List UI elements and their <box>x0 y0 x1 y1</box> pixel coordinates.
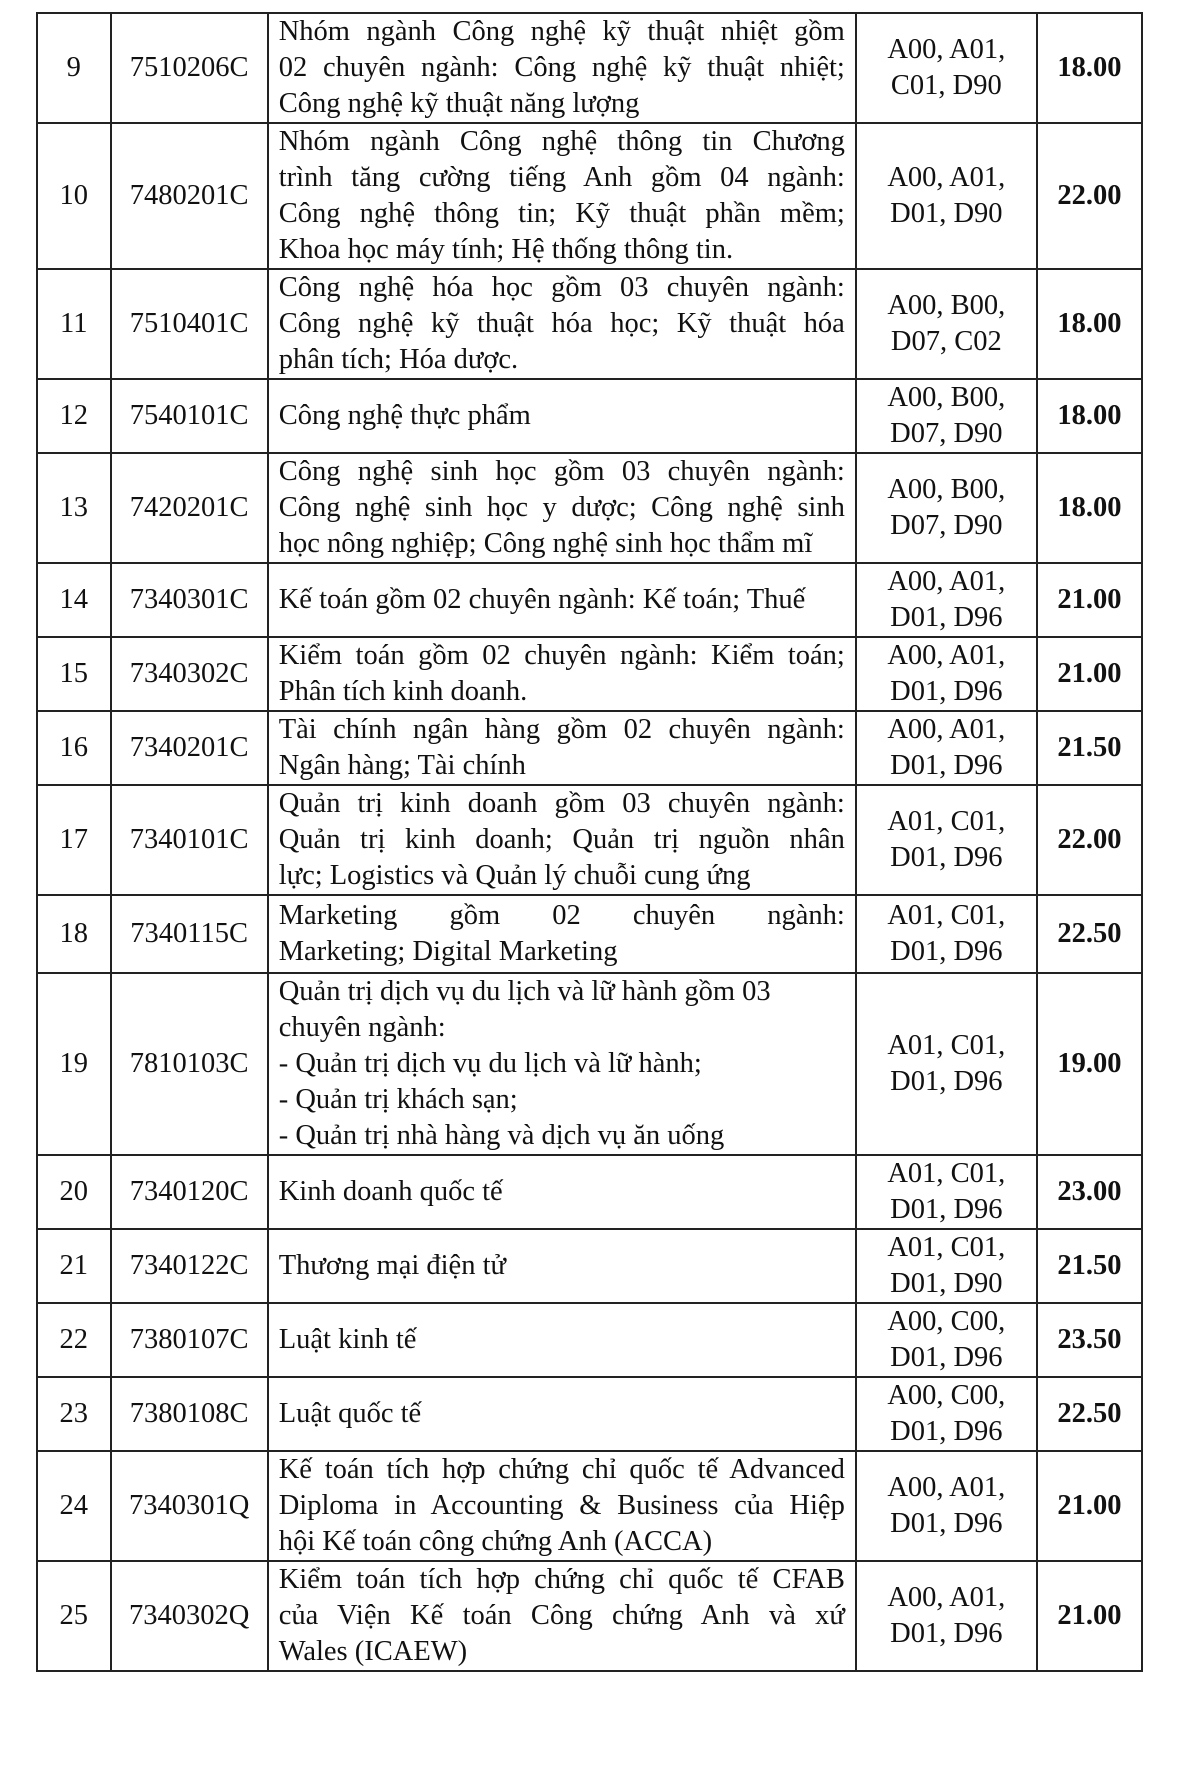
row-number: 15 <box>37 637 111 711</box>
subject-combination-line: D01, D96 <box>890 1194 1003 1225</box>
table-row <box>37 1303 1142 1377</box>
major-name-line: Công nghệ sinh học y dược; Công nghệ sinh <box>278 492 845 523</box>
row-number: 12 <box>37 379 111 453</box>
major-name <box>268 269 856 379</box>
cutoff-score: 18.00 <box>1037 379 1142 453</box>
table-row <box>37 785 1142 895</box>
major-name-line: Wales (ICAEW) <box>278 1636 468 1667</box>
admissions-table <box>36 12 1143 1672</box>
cutoff-score: 21.00 <box>1037 637 1142 711</box>
major-code: 7420201C <box>111 453 268 563</box>
major-name-line: Luật quốc tế <box>278 1398 422 1429</box>
major-code: 7340101C <box>111 785 268 895</box>
major-name-line: 02 chuyên ngành: Công nghệ kỹ thuật nhiệt; <box>278 52 845 83</box>
subject-combination-line: D01, D90 <box>890 198 1003 229</box>
major-code: 7340302Q <box>111 1561 268 1671</box>
row-number: 17 <box>37 785 111 895</box>
row-number: 25 <box>37 1561 111 1671</box>
subject-combination-line: D01, D96 <box>890 750 1003 781</box>
row-number: 20 <box>37 1155 111 1229</box>
cutoff-score: 21.00 <box>1037 1451 1142 1561</box>
major-code: 7510401C <box>111 269 268 379</box>
subject-combination-line: A00, A01, <box>887 1582 1006 1613</box>
major-code: 7810103C <box>111 973 268 1155</box>
subject-combination-line: D01, D96 <box>890 1416 1003 1447</box>
row-number: 24 <box>37 1451 111 1561</box>
table-row <box>37 973 1142 1155</box>
table-row <box>37 1377 1142 1451</box>
subject-combination-line: A00, A01, <box>887 1472 1006 1503</box>
table-row <box>37 711 1142 785</box>
subject-combination-line: A00, B00, <box>887 474 1006 505</box>
cutoff-score: 22.50 <box>1037 895 1142 973</box>
table-row <box>37 379 1142 453</box>
subject-combinations <box>856 123 1037 269</box>
major-name <box>268 379 856 453</box>
table-row <box>37 269 1142 379</box>
major-name-line: Diploma in Accounting & Business của Hiệp <box>278 1490 845 1521</box>
cutoff-score: 21.00 <box>1037 563 1142 637</box>
subject-combination-line: D01, D96 <box>890 602 1003 633</box>
subject-combination-line: D01, D96 <box>890 1342 1003 1373</box>
major-name-line: Công nghệ kỹ thuật hóa học; Kỹ thuật hóa <box>278 308 845 339</box>
major-name <box>268 895 856 973</box>
row-number: 19 <box>37 973 111 1155</box>
subject-combination-line: D01, D96 <box>890 1508 1003 1539</box>
major-name-line: Phân tích kinh doanh. <box>278 676 528 707</box>
cutoff-score: 19.00 <box>1037 973 1142 1155</box>
major-name-line: Công nghệ kỹ thuật năng lượng <box>278 88 640 119</box>
subject-combination-line: A00, A01, <box>887 34 1006 65</box>
major-code: 7340201C <box>111 711 268 785</box>
row-number: 18 <box>37 895 111 973</box>
major-name-line: chuyên ngành: <box>278 1012 446 1043</box>
major-name-line: lực; Logistics và Quản lý chuỗi cung ứng <box>278 860 751 891</box>
subject-combinations <box>856 1303 1037 1377</box>
row-number: 21 <box>37 1229 111 1303</box>
major-name-line: Công nghệ thực phẩm <box>278 400 531 431</box>
major-name-line: Kế toán tích hợp chứng chỉ quốc tế Advanced <box>278 1454 845 1485</box>
table-row <box>37 1155 1142 1229</box>
subject-combinations <box>856 1561 1037 1671</box>
subject-combinations <box>856 563 1037 637</box>
table-row <box>37 1229 1142 1303</box>
major-code: 7340301C <box>111 563 268 637</box>
table-row <box>37 895 1142 973</box>
major-name-line: Kinh doanh quốc tế <box>278 1176 503 1207</box>
major-name <box>268 1155 856 1229</box>
subject-combination-line: D01, D90 <box>890 1268 1003 1299</box>
major-name-line: Công nghệ hóa học gồm 03 chuyên ngành: <box>278 272 845 303</box>
cutoff-score: 21.50 <box>1037 1229 1142 1303</box>
major-code: 7340120C <box>111 1155 268 1229</box>
major-name-line: Khoa học máy tính; Hệ thống thông tin. <box>278 234 734 265</box>
row-number: 11 <box>37 269 111 379</box>
cutoff-score: 23.00 <box>1037 1155 1142 1229</box>
major-name <box>268 13 856 123</box>
cutoff-score: 22.50 <box>1037 1377 1142 1451</box>
major-name <box>268 973 856 1155</box>
major-code: 7340302C <box>111 637 268 711</box>
major-name <box>268 637 856 711</box>
subject-combination-line: D07, C02 <box>890 326 1002 357</box>
subject-combination-line: D01, D96 <box>890 842 1003 873</box>
major-name-line: Luật kinh tế <box>278 1324 417 1355</box>
table-row <box>37 123 1142 269</box>
table-row <box>37 453 1142 563</box>
major-name <box>268 1303 856 1377</box>
major-name-line: Công nghệ sinh học gồm 03 chuyên ngành: <box>278 456 845 487</box>
row-number: 14 <box>37 563 111 637</box>
cutoff-score: 22.00 <box>1037 785 1142 895</box>
major-code: 7340122C <box>111 1229 268 1303</box>
row-number: 9 <box>37 13 111 123</box>
cutoff-score: 18.00 <box>1037 269 1142 379</box>
row-number: 16 <box>37 711 111 785</box>
subject-combination-line: A00, A01, <box>887 566 1006 597</box>
major-name <box>268 1377 856 1451</box>
subject-combination-line: D01, D96 <box>890 936 1003 967</box>
cutoff-score: 18.00 <box>1037 13 1142 123</box>
major-name <box>268 453 856 563</box>
subject-combination-line: A00, B00, <box>887 290 1006 321</box>
row-number: 22 <box>37 1303 111 1377</box>
major-code: 7380108C <box>111 1377 268 1451</box>
subject-combination-line: A01, C01, <box>887 1030 1006 1061</box>
subject-combination-line: A00, A01, <box>887 162 1006 193</box>
major-name-line: phân tích; Hóa dược. <box>278 344 519 375</box>
major-name-line: Kiểm toán gồm 02 chuyên ngành: Kiểm toán; <box>278 640 845 671</box>
subject-combinations <box>856 785 1037 895</box>
subject-combinations <box>856 1451 1037 1561</box>
major-name <box>268 563 856 637</box>
subject-combination-line: D01, D96 <box>890 1066 1003 1097</box>
subject-combination-line: A00, A01, <box>887 714 1006 745</box>
table-row <box>37 637 1142 711</box>
major-name-line: Quản trị dịch vụ du lịch và lữ hành gồm 03 <box>278 976 771 1007</box>
major-name <box>268 1561 856 1671</box>
cutoff-score: 21.50 <box>1037 711 1142 785</box>
table-row <box>37 1561 1142 1671</box>
major-name-line: - Quản trị nhà hàng và dịch vụ ăn uống <box>278 1120 725 1151</box>
subject-combinations <box>856 1155 1037 1229</box>
major-code: 7380107C <box>111 1303 268 1377</box>
major-name-line: Tài chính ngân hàng gồm 02 chuyên ngành: <box>278 714 845 745</box>
major-name-line: Marketing gồm 02 chuyên ngành: <box>278 900 845 931</box>
subject-combination-line: A00, C00, <box>887 1306 1006 1337</box>
major-name-line: của Viện Kế toán Công chứng Anh và xứ <box>278 1600 845 1631</box>
cutoff-score: 21.00 <box>1037 1561 1142 1671</box>
subject-combination-line: A01, C01, <box>887 900 1006 931</box>
subject-combination-line: A01, C01, <box>887 1158 1006 1189</box>
major-code: 7510206C <box>111 13 268 123</box>
subject-combination-line: A01, C01, <box>887 806 1006 837</box>
major-name-line: Kiểm toán tích hợp chứng chỉ quốc tế CFAB <box>278 1564 845 1595</box>
major-name <box>268 1451 856 1561</box>
subject-combinations <box>856 379 1037 453</box>
subject-combination-line: D07, D90 <box>890 418 1003 449</box>
major-name-line: Nhóm ngành Công nghệ kỹ thuật nhiệt gồm <box>278 16 845 47</box>
major-name <box>268 711 856 785</box>
subject-combination-line: D07, D90 <box>890 510 1003 541</box>
major-name-line: Nhóm ngành Công nghệ thông tin Chương <box>278 126 845 157</box>
major-name <box>268 785 856 895</box>
table-row <box>37 1451 1142 1561</box>
subject-combination-line: D01, D96 <box>890 676 1003 707</box>
major-name-line: học nông nghiệp; Công nghệ sinh học thẩm mĩ <box>278 528 813 559</box>
major-code: 7540101C <box>111 379 268 453</box>
major-name-line: Ngân hàng; Tài chính <box>278 750 526 781</box>
subject-combinations <box>856 973 1037 1155</box>
subject-combination-line: A00, B00, <box>887 382 1006 413</box>
cutoff-score: 23.50 <box>1037 1303 1142 1377</box>
cutoff-score: 22.00 <box>1037 123 1142 269</box>
row-number: 23 <box>37 1377 111 1451</box>
major-name-line: Công nghệ thông tin; Kỹ thuật phần mềm; <box>278 198 845 229</box>
subject-combinations <box>856 895 1037 973</box>
cutoff-score: 18.00 <box>1037 453 1142 563</box>
table-row <box>37 563 1142 637</box>
subject-combinations <box>856 453 1037 563</box>
subject-combinations <box>856 1377 1037 1451</box>
subject-combination-line: A01, C01, <box>887 1232 1006 1263</box>
subject-combination-line: A00, A01, <box>887 640 1006 671</box>
row-number: 10 <box>37 123 111 269</box>
major-name-line: trình tăng cường tiếng Anh gồm 04 ngành: <box>278 162 845 193</box>
major-name-line: Quản trị kinh doanh; Quản trị nguồn nhân <box>278 824 845 855</box>
major-name <box>268 1229 856 1303</box>
major-name <box>268 123 856 269</box>
table-row <box>37 13 1142 123</box>
major-name-line: Quản trị kinh doanh gồm 03 chuyên ngành: <box>278 788 845 819</box>
subject-combinations <box>856 711 1037 785</box>
subject-combinations <box>856 1229 1037 1303</box>
major-name-line: hội Kế toán công chứng Anh (ACCA) <box>278 1526 713 1557</box>
major-name-line: Marketing; Digital Marketing <box>278 936 618 967</box>
subject-combination-line: A00, C00, <box>887 1380 1006 1411</box>
subject-combination-line: D01, D96 <box>890 1618 1003 1649</box>
major-code: 7480201C <box>111 123 268 269</box>
major-code: 7340301Q <box>111 1451 268 1561</box>
major-name-line: Kế toán gồm 02 chuyên ngành: Kế toán; Thuế <box>278 584 806 615</box>
row-number: 13 <box>37 453 111 563</box>
subject-combinations <box>856 13 1037 123</box>
major-name-line: - Quản trị khách sạn; <box>278 1084 518 1115</box>
subject-combination-line: C01, D90 <box>890 70 1002 101</box>
major-code: 7340115C <box>111 895 268 973</box>
subject-combinations <box>856 637 1037 711</box>
major-name-line: Thương mại điện tử <box>278 1250 506 1281</box>
subject-combinations <box>856 269 1037 379</box>
table-body <box>37 13 1142 1671</box>
major-name-line: - Quản trị dịch vụ du lịch và lữ hành; <box>278 1048 702 1079</box>
